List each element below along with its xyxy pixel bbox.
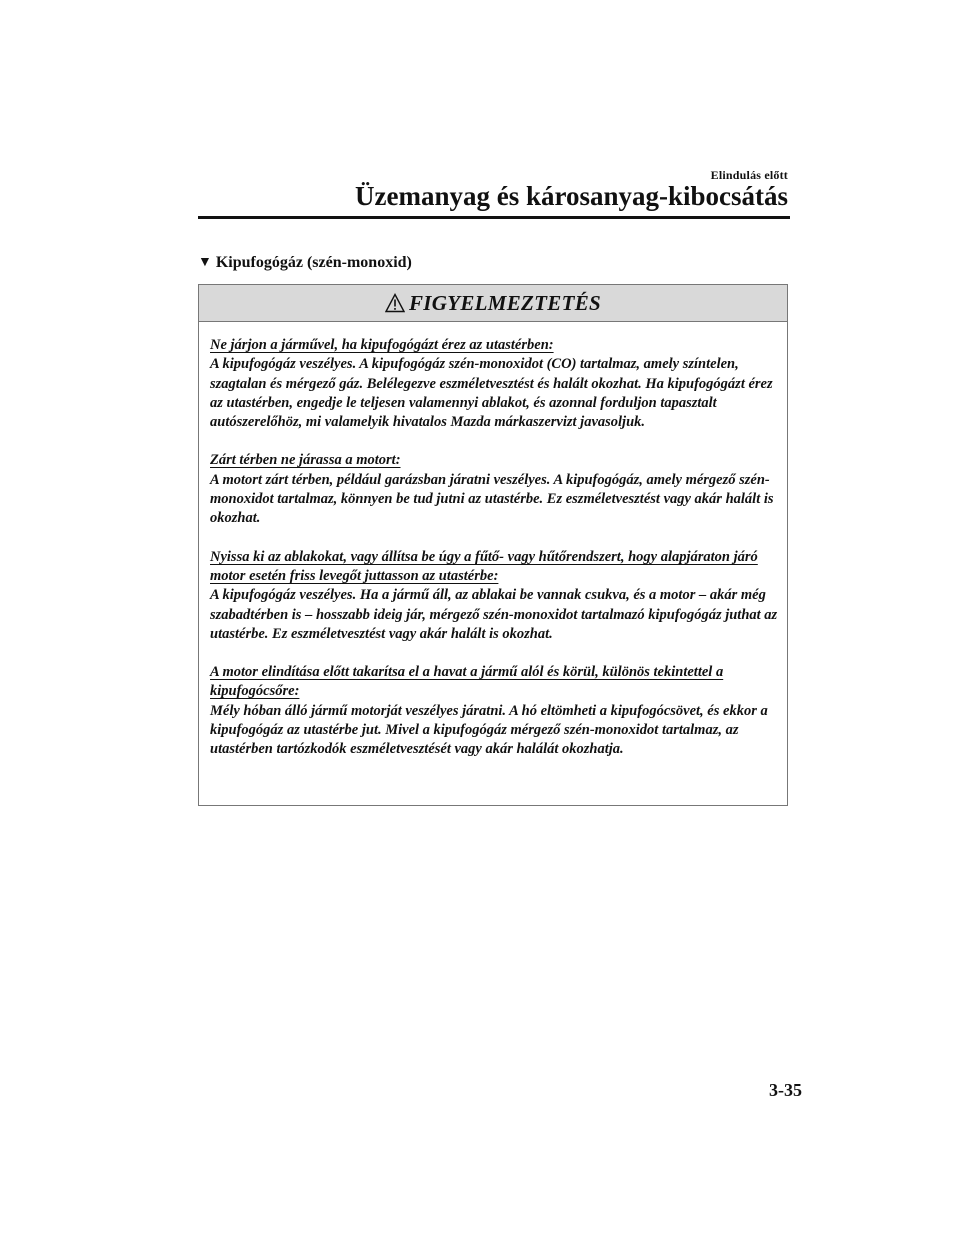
warning-paragraph-text: A kipufogógáz veszélyes. Ha a jármű áll, az ablakai be vannak csukva, és a motor – akár még szabadtérben is – hosszabb ideig jár, mérgező szén-monoxidot tartalmazó kipufogógáz juthat az utastérbe. Ez eszméletvesztést vagy akár halált is okozhat. bbox=[210, 587, 778, 642]
warning-triangle-icon bbox=[385, 293, 405, 313]
section-heading-text: Kipufogógáz (szén-monoxid) bbox=[215, 254, 412, 271]
triangle-down-icon: ▼ bbox=[198, 255, 212, 270]
warning-paragraph-heading: Zárt térben ne járassa a motort: bbox=[210, 452, 401, 469]
warning-paragraph bbox=[210, 336, 779, 432]
warning-paragraph-text: Mély hóban álló jármű motorját veszélyes járatni. A hó eltömheti a kipufogócsövet, és ekkor a kipufogógáz az utastérbe jut. Mivel a kipufogógáz mérgező szén-monoxidot tartalmaz, az utastérben tartózkodók eszméletvesztését vagy akár halálát okozhatja. bbox=[210, 702, 768, 758]
chapter-label: Elindulás előtt bbox=[710, 168, 788, 182]
warning-title: FIGYELMEZTETÉS bbox=[408, 290, 602, 315]
warning-box bbox=[198, 284, 788, 806]
warning-header bbox=[199, 285, 787, 322]
section-heading bbox=[198, 254, 412, 272]
header-divider bbox=[198, 216, 790, 219]
warning-paragraph-text: A motort zárt térben, például garázsban járatni veszélyes. A kipufogógáz, amely mérgező szén-monoxidot tartalmaz, könnyen be tud jutni az utastérbe. Ez eszméletvesztést vagy akár halált is okozhat. bbox=[210, 471, 774, 527]
warning-paragraph-text: A kipufogógáz veszélyes. A kipufogógáz szén-monoxidot (CO) tartalmaz, amely színtelen, szagtalan és mérgező gáz. Belélegezve eszméletvesztést és halált okozhat. Ha kipufogógázt érez az utastérben, engedje le teljesen valamennyi ablakot, és azonnal forduljon tapasztalt autószerelőhöz, mi valamelyik hivatalos Mazda márkaszervizt javasoljuk. bbox=[210, 356, 773, 431]
page-title: Üzemanyag és károsanyag-kibocsátás bbox=[354, 181, 788, 211]
warning-paragraph bbox=[210, 663, 779, 759]
warning-body bbox=[199, 322, 787, 760]
warning-paragraph-heading: Ne járjon a járművel, ha kipufogógázt érez az utastérben: bbox=[210, 337, 554, 353]
warning-paragraph bbox=[210, 451, 779, 528]
warning-paragraph-heading: Nyissa ki az ablakokat, vagy állítsa be úgy a fűtő- vagy hűtőrendszert, hogy alapjáraton járó motor esetén friss levegőt juttasson az utastérbe: bbox=[210, 548, 758, 584]
page-number: 3-35 bbox=[769, 1080, 802, 1100]
warning-paragraph bbox=[210, 548, 779, 644]
warning-paragraph-heading: A motor elindítása előtt takarítsa el a havat a jármű alól és körül, különös tekintettel a kipufogócsőre: bbox=[210, 664, 724, 700]
